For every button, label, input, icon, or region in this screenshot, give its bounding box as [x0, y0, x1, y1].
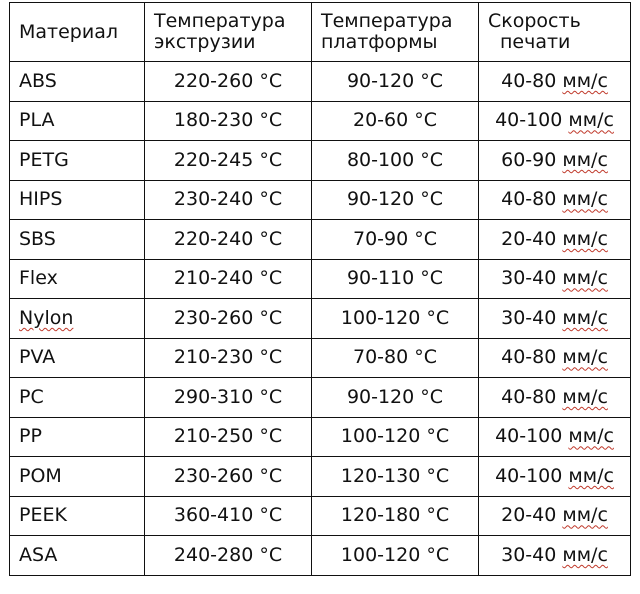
cell-platform-temp: 100-120 °C	[312, 417, 479, 457]
material-name: ASA	[19, 543, 58, 566]
table-row	[10, 496, 631, 536]
table-row	[10, 338, 631, 378]
table-row	[10, 62, 631, 102]
cell-print-speed	[479, 417, 631, 457]
speed-value: 40-80	[501, 69, 557, 92]
cell-print-speed	[479, 299, 631, 339]
cell-material	[10, 378, 145, 418]
cell-extrusion-temp: 220-240 °C	[145, 220, 312, 260]
cell-print-speed	[479, 220, 631, 260]
speed-unit: мм/с	[562, 227, 608, 250]
speed-value: 30-40	[501, 543, 557, 566]
speed-unit: мм/с	[562, 346, 608, 369]
material-name: HIPS	[19, 188, 63, 211]
cell-extrusion-temp: 240-280 °C	[145, 536, 312, 576]
material-name: PLA	[19, 109, 55, 132]
cell-extrusion-temp: 210-230 °C	[145, 338, 312, 378]
cell-extrusion-temp: 220-245 °C	[145, 141, 312, 181]
speed-unit: мм/с	[568, 425, 614, 448]
cell-platform-temp: 20-60 °C	[312, 101, 479, 141]
table-row	[10, 220, 631, 260]
header-material	[10, 3, 145, 62]
table-row	[10, 299, 631, 339]
cell-platform-temp: 100-120 °C	[312, 299, 479, 339]
cell-material	[10, 220, 145, 260]
cell-platform-temp: 90-120 °C	[312, 62, 479, 102]
cell-platform-temp: 120-180 °C	[312, 496, 479, 536]
speed-unit: мм/с	[562, 148, 608, 171]
cell-platform-temp: 100-120 °C	[312, 536, 479, 576]
cell-material	[10, 141, 145, 181]
speed-unit: мм/с	[562, 188, 608, 211]
speed-value: 30-40	[501, 306, 557, 329]
cell-extrusion-temp: 230-260 °C	[145, 299, 312, 339]
header-material-label: Материал	[19, 20, 118, 43]
speed-unit: мм/с	[562, 69, 608, 92]
speed-unit: мм/с	[562, 306, 608, 329]
cell-material	[10, 101, 145, 141]
cell-extrusion-temp: 210-250 °C	[145, 417, 312, 457]
cell-print-speed	[479, 101, 631, 141]
material-name: Flex	[19, 267, 58, 290]
cell-extrusion-temp: 210-240 °C	[145, 259, 312, 299]
material-name: SBS	[19, 227, 56, 250]
cell-print-speed	[479, 457, 631, 497]
table-row	[10, 101, 631, 141]
cell-print-speed	[479, 180, 631, 220]
material-name: PP	[19, 425, 42, 448]
cell-platform-temp: 70-90 °C	[312, 220, 479, 260]
header-print-speed	[479, 3, 631, 62]
header-extrusion-temp	[145, 3, 312, 62]
speed-value: 60-90	[501, 148, 557, 171]
cell-material	[10, 180, 145, 220]
header-platform-line2: платформы	[321, 31, 438, 53]
table-header	[10, 3, 631, 62]
table-row	[10, 536, 631, 576]
speed-value: 20-40	[501, 227, 557, 250]
header-speed-line2: печати	[500, 31, 571, 53]
cell-platform-temp: 80-100 °C	[312, 141, 479, 181]
cell-material	[10, 259, 145, 299]
table-row	[10, 417, 631, 457]
cell-extrusion-temp: 360-410 °C	[145, 496, 312, 536]
speed-value: 40-100	[495, 425, 563, 448]
speed-value: 40-80	[501, 188, 557, 211]
cell-platform-temp: 90-120 °C	[312, 180, 479, 220]
speed-value: 40-80	[501, 346, 557, 369]
cell-extrusion-temp: 220-260 °C	[145, 62, 312, 102]
material-name: PVA	[19, 346, 56, 369]
cell-material	[10, 62, 145, 102]
material-name: POM	[19, 464, 62, 487]
material-name: PC	[19, 385, 44, 408]
cell-platform-temp: 90-110 °C	[312, 259, 479, 299]
header-row	[10, 3, 631, 62]
cell-platform-temp: 70-80 °C	[312, 338, 479, 378]
cell-print-speed	[479, 338, 631, 378]
cell-extrusion-temp: 290-310 °C	[145, 378, 312, 418]
speed-value: 40-80	[501, 385, 557, 408]
table-body	[10, 62, 631, 576]
cell-print-speed	[479, 378, 631, 418]
material-name: PETG	[19, 148, 69, 171]
cell-material	[10, 299, 145, 339]
cell-extrusion-temp: 230-240 °C	[145, 180, 312, 220]
speed-value: 20-40	[501, 504, 557, 527]
header-platform-temp	[312, 3, 479, 62]
header-platform-line1: Температура	[321, 10, 453, 32]
cell-print-speed	[479, 496, 631, 536]
cell-material	[10, 496, 145, 536]
material-name: PEEK	[19, 504, 67, 527]
material-name: Nylon	[19, 306, 74, 329]
cell-extrusion-temp: 230-260 °C	[145, 457, 312, 497]
speed-value: 40-100	[495, 109, 563, 132]
speed-value: 40-100	[495, 464, 563, 487]
speed-unit: мм/с	[568, 464, 614, 487]
cell-platform-temp: 120-130 °C	[312, 457, 479, 497]
speed-unit: мм/с	[568, 109, 614, 132]
speed-unit: мм/с	[562, 543, 608, 566]
header-extrusion-line1: Температура	[154, 10, 286, 32]
table-row	[10, 457, 631, 497]
table-row	[10, 378, 631, 418]
cell-print-speed	[479, 141, 631, 181]
speed-unit: мм/с	[562, 267, 608, 290]
speed-value: 30-40	[501, 267, 557, 290]
table-row	[10, 259, 631, 299]
cell-material	[10, 417, 145, 457]
materials-table	[9, 2, 631, 576]
header-speed-line1: Скорость	[488, 10, 581, 32]
table-row	[10, 180, 631, 220]
speed-unit: мм/с	[562, 504, 608, 527]
table-row	[10, 141, 631, 181]
cell-print-speed	[479, 259, 631, 299]
cell-platform-temp: 90-120 °C	[312, 378, 479, 418]
cell-extrusion-temp: 180-230 °C	[145, 101, 312, 141]
speed-unit: мм/с	[562, 385, 608, 408]
material-name: ABS	[19, 69, 57, 92]
cell-print-speed	[479, 536, 631, 576]
cell-material	[10, 536, 145, 576]
cell-material	[10, 457, 145, 497]
cell-print-speed	[479, 62, 631, 102]
cell-material	[10, 338, 145, 378]
header-extrusion-line2: экструзии	[154, 31, 256, 53]
